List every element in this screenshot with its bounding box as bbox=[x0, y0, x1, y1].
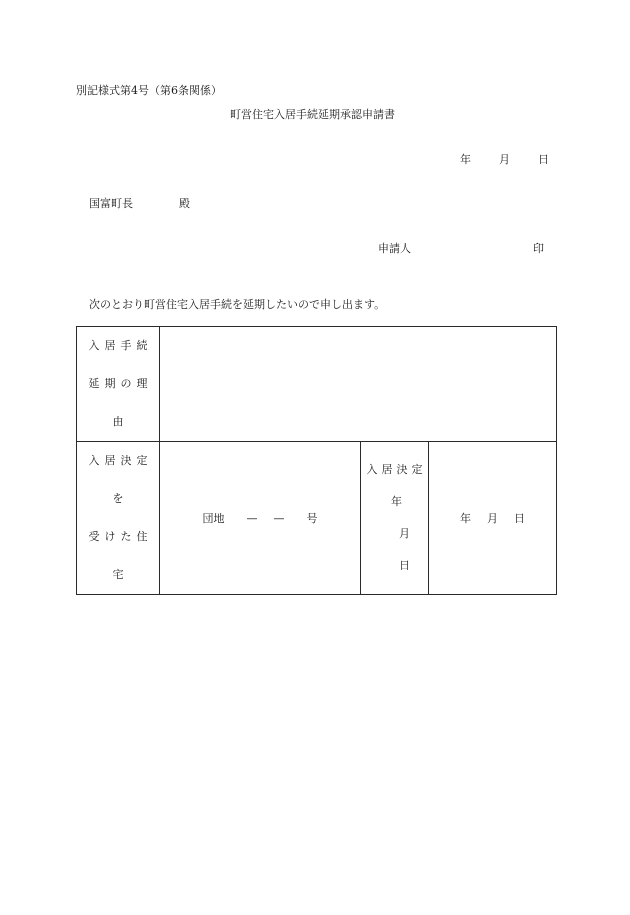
applicant-label: 申請人 bbox=[378, 242, 411, 255]
house-label-line1: 入居決定を bbox=[88, 454, 153, 505]
reason-label bbox=[77, 327, 160, 442]
decision-label-line2 bbox=[361, 486, 428, 582]
house-label-line2: 受けた住宅 bbox=[88, 530, 153, 581]
decision-label bbox=[361, 442, 429, 595]
reason-row bbox=[77, 327, 557, 442]
decision-label-year: 年 bbox=[391, 495, 406, 508]
addressee bbox=[89, 195, 190, 211]
application-date bbox=[460, 151, 549, 167]
document-title: 町営住宅入居手続延期承認申請書 bbox=[230, 108, 395, 121]
decision-label-day: 日 bbox=[399, 559, 414, 572]
address-dash-2: — bbox=[273, 512, 285, 525]
reason-label-line2: 延期の理由 bbox=[88, 377, 153, 428]
applicant bbox=[378, 240, 546, 256]
decision-date-day: 日 bbox=[514, 512, 525, 525]
seal-mark: 印 bbox=[533, 242, 544, 255]
date-day-label: 日 bbox=[538, 153, 549, 166]
date-year-label: 年 bbox=[460, 153, 471, 166]
decision-label-month: 月 bbox=[399, 527, 414, 540]
house-row bbox=[77, 442, 557, 595]
decision-date-year: 年 bbox=[460, 512, 471, 525]
application-table bbox=[76, 326, 557, 595]
decision-label-line1: 入居決定 bbox=[366, 463, 427, 476]
addressee-suffix: 殿 bbox=[179, 197, 190, 210]
reason-label-line1: 入居手続 bbox=[88, 339, 153, 352]
reason-field bbox=[160, 327, 557, 442]
addressee-name: 国富町長 bbox=[89, 197, 133, 210]
go-label: 号 bbox=[306, 512, 318, 525]
danchi-label: 団地 bbox=[202, 512, 225, 525]
house-label bbox=[77, 442, 160, 595]
house-address-field bbox=[160, 442, 361, 595]
decision-date-field bbox=[429, 442, 557, 595]
statement-text: 次のとおり町営住宅入居手続を延期したいので申し出ます。 bbox=[89, 298, 386, 311]
date-month-label: 月 bbox=[499, 153, 510, 166]
address-dash-1: — bbox=[246, 512, 258, 525]
form-number: 別記様式第4号（第6条関係） bbox=[76, 84, 222, 97]
decision-date-month: 月 bbox=[487, 512, 498, 525]
